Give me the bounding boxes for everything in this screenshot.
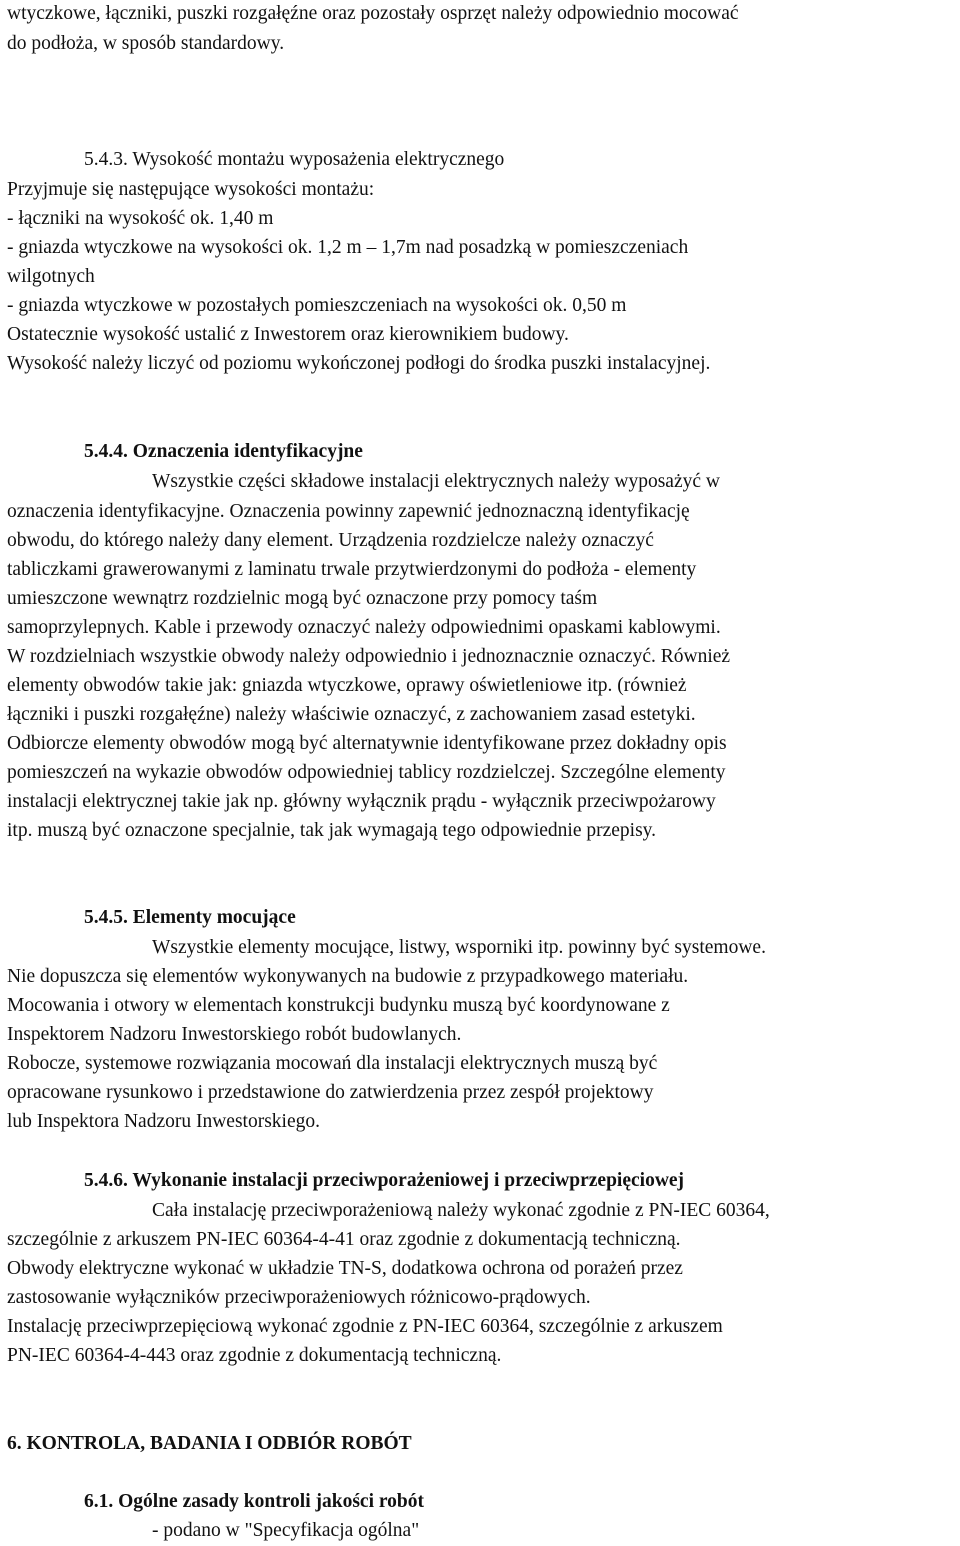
body-text-line: Instalację przeciwprzepięciową wykonać zgodnie z PN-IEC 60364, szczególnie z arkuszem <box>7 1316 723 1337</box>
body-text-line: do podłoża, w sposób standardowy. <box>7 33 285 54</box>
body-text-line: Przyjmuje się następujące wysokości montażu: <box>7 179 375 200</box>
body-text-line: Inspektorem Nadzoru Inwestorskiego robót budowlanych. <box>7 1024 462 1045</box>
body-text-line: instalacji elektrycznej takie jak np. główny wyłącznik prądu - wyłącznik przeciwpożarowy <box>7 791 716 812</box>
body-text-line: Robocze, systemowe rozwiązania mocowań dla instalacji elektrycznych muszą być <box>7 1053 658 1074</box>
section-heading-6-1: 6.1. Ogólne zasady kontroli jakości robót <box>84 1491 425 1512</box>
body-text-line: wilgotnych <box>7 266 95 287</box>
body-text-line: samoprzylepnych. Kable i przewody oznaczyć należy odpowiednimi opaskami kablowymi. <box>7 617 721 638</box>
body-text-line: - gniazda wtyczkowe na wysokości ok. 1,2 m – 1,7m nad posadzką w pomieszczeniach <box>7 237 689 258</box>
body-text-line: Ostatecznie wysokość ustalić z Inwestorem oraz kierownikiem budowy. <box>7 324 569 345</box>
body-text-line: Odbiorcze elementy obwodów mogą być alternatywnie identyfikowane przez dokładny opis <box>7 733 727 754</box>
body-text-line: szczególnie z arkuszem PN-IEC 60364-4-41 oraz zgodnie z dokumentacją techniczną. <box>7 1229 681 1250</box>
section-heading-5-4-6: 5.4.6. Wykonanie instalacji przeciwporażeniowej i przeciwprzepięciowej <box>84 1170 685 1191</box>
body-text-line: Wszystkie części składowe instalacji elektrycznych należy wyposażyć w <box>152 471 720 492</box>
body-text-line: - podano w "Specyfikacja ogólna" <box>152 1520 420 1541</box>
body-text-line: łączniki i puszki rozgałęźne) należy właściwie oznaczyć, z zachowaniem zasad estetyki. <box>7 704 696 725</box>
body-text-line: Nie dopuszcza się elementów wykonywanych na budowie z przypadkowego materiału. <box>7 966 689 987</box>
body-text-line: lub Inspektora Nadzoru Inwestorskiego. <box>7 1111 320 1132</box>
body-text-line: umieszczone wewnątrz rozdzielnic mogą być oznaczone przy pomocy taśm <box>7 588 598 609</box>
section-heading-5-4-3: 5.4.3. Wysokość montażu wyposażenia elektrycznego <box>84 149 505 170</box>
body-text-line: PN-IEC 60364-4-443 oraz zgodnie z dokumentacją techniczną. <box>7 1345 502 1366</box>
body-text-line: Obwody elektryczne wykonać w układzie TN-S, dodatkowa ochrona od porażeń przez <box>7 1258 683 1279</box>
body-text-line: oznaczenia identyfikacyjne. Oznaczenia powinny zapewnić jednoznaczną identyfikację <box>7 501 690 522</box>
body-text-line: obwodu, do którego należy dany element. Urządzenia rozdzielcze należy oznaczyć <box>7 530 654 551</box>
section-heading-5-4-5: 5.4.5. Elementy mocujące <box>84 907 296 928</box>
body-text-line: - łączniki na wysokość ok. 1,40 m <box>7 208 274 229</box>
body-text-line: zastosowanie wyłączników przeciwporażeniowych różnicowo-prądowych. <box>7 1287 591 1308</box>
section-heading-5-4-4: 5.4.4. Oznaczenia identyfikacyjne <box>84 441 363 462</box>
body-text-line: W rozdzielniach wszystkie obwody należy odpowiednio i jednoznacznie oznaczyć. Również <box>7 646 731 667</box>
body-text-line: - gniazda wtyczkowe w pozostałych pomieszczeniach na wysokości ok. 0,50 m <box>7 295 627 316</box>
body-text-line: Wszystkie elementy mocujące, listwy, wsporniki itp. powinny być systemowe. <box>152 937 766 958</box>
body-text-line: opracowane rysunkowo i przedstawione do zatwierdzenia przez zespół projektowy <box>7 1082 654 1103</box>
body-text-line: elementy obwodów takie jak: gniazda wtyczkowe, oprawy oświetleniowe itp. (również <box>7 675 687 696</box>
body-text-line: tabliczkami grawerowanymi z laminatu trwale przytwierdzonymi do podłoża - elementy <box>7 559 697 580</box>
body-text-line: itp. muszą być oznaczone specjalnie, tak jak wymagają tego odpowiednie przepisy. <box>7 820 657 841</box>
body-text-line: Mocowania i otwory w elementach konstrukcji budynku muszą być koordynowane z <box>7 995 670 1016</box>
body-text-line: wtyczkowe, łączniki, puszki rozgałęźne oraz pozostały osprzęt należy odpowiednio mocować <box>7 3 739 24</box>
body-text-line: pomieszczeń na wykazie obwodów odpowiedniej tablicy rozdzielczej. Szczególne elementy <box>7 762 726 783</box>
body-text-line: Cała instalację przeciwporażeniową należy wykonać zgodnie z PN-IEC 60364, <box>152 1200 770 1221</box>
body-text-line: Wysokość należy liczyć od poziomu wykończonej podłogi do środka puszki instalacyjnej. <box>7 353 711 374</box>
chapter-heading-6: 6. KONTROLA, BADANIA I ODBIÓR ROBÓT <box>7 1433 412 1454</box>
